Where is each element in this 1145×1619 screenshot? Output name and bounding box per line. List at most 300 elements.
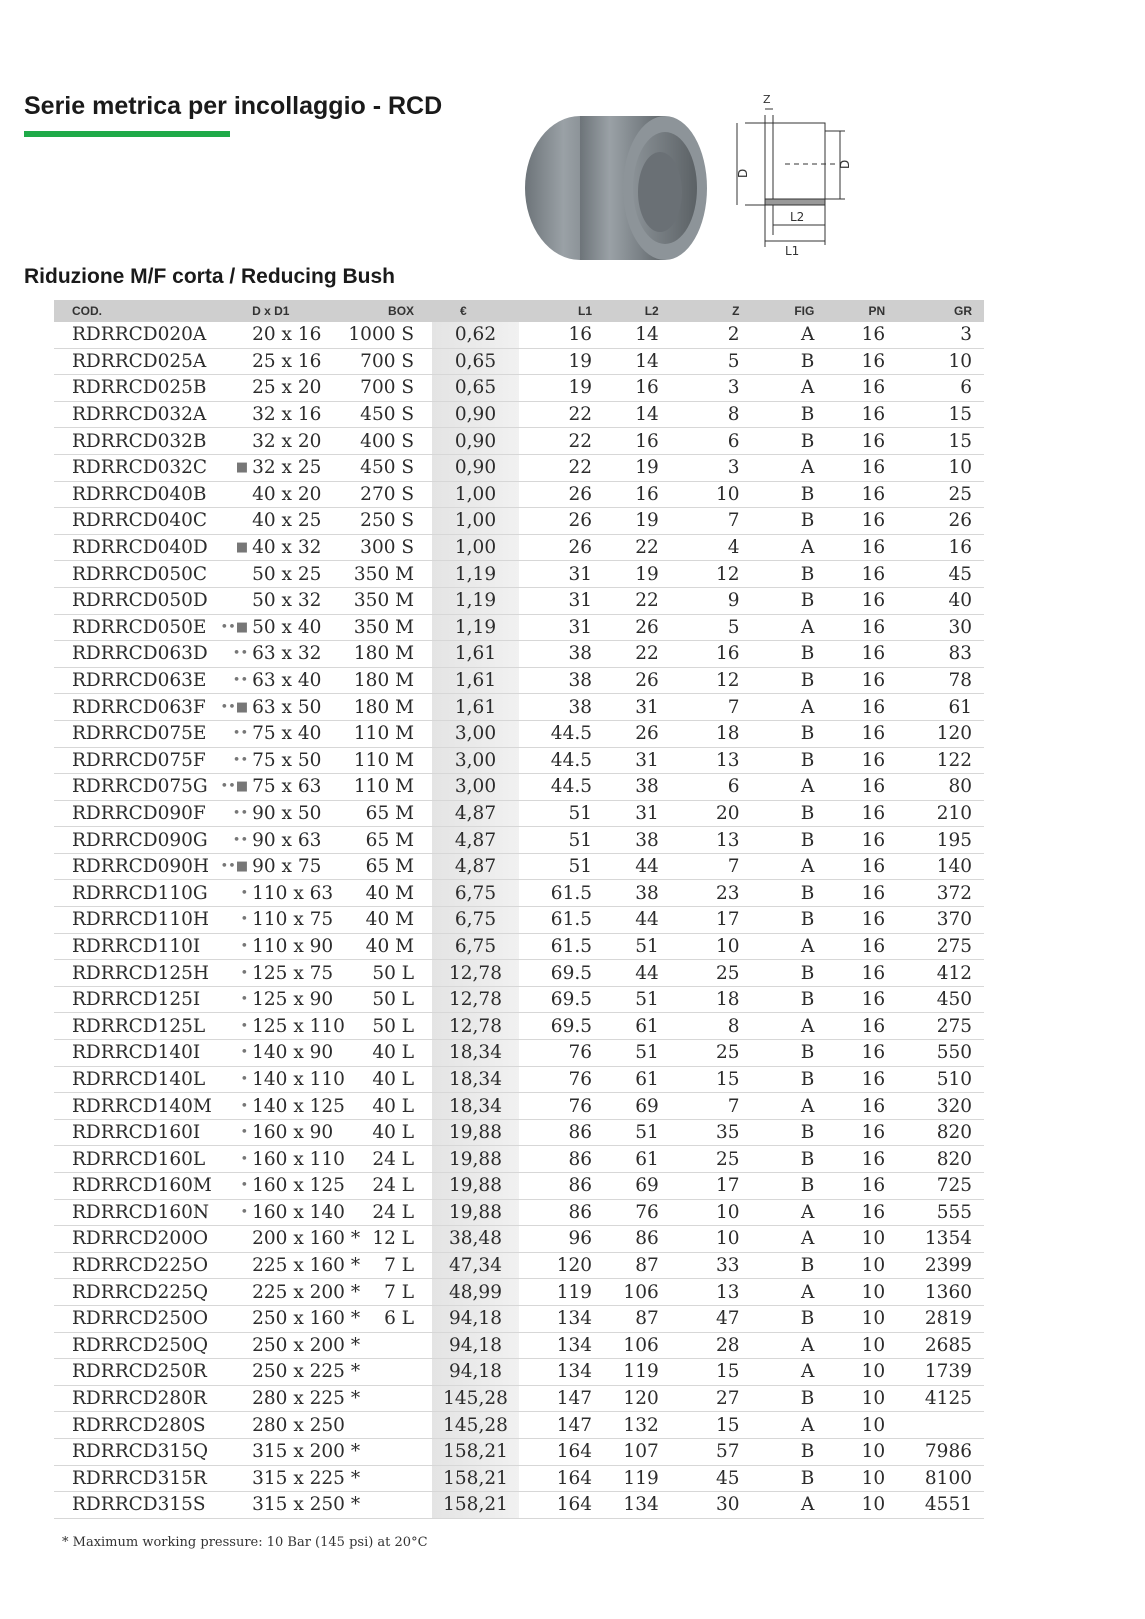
fig-cell: B: [758, 1465, 835, 1492]
l2-cell: 22: [616, 587, 685, 614]
gr-cell: 2819: [913, 1305, 984, 1332]
price-cell: 4,87: [432, 800, 519, 827]
product-code: RDRRCD020A: [54, 322, 206, 348]
box-cell: 40 L: [341, 1040, 432, 1067]
z-cell: 7: [685, 1093, 758, 1120]
gr-cell: 10: [913, 348, 984, 375]
availability-marker: [206, 1492, 253, 1519]
product-code: RDRRCD160I: [54, 1119, 206, 1146]
availability-marker: ••■: [206, 853, 253, 880]
l2-cell: 69: [616, 1173, 685, 1200]
l2-cell: 134: [616, 1492, 685, 1519]
dimension-cell: 315 x 225 *: [252, 1465, 341, 1492]
pn-cell: 16: [834, 322, 913, 348]
dimension-cell: 32 x 20: [252, 428, 341, 455]
table-row: [54, 667, 984, 694]
table-row: [54, 1492, 984, 1519]
l1-cell: 22: [519, 401, 616, 428]
price-cell: 158,21: [432, 1465, 519, 1492]
availability-marker: •: [206, 933, 253, 960]
product-code: RDRRCD050D: [54, 587, 206, 614]
availability-marker: [206, 481, 253, 508]
fig-cell: B: [758, 1119, 835, 1146]
dimension-cell: 63 x 40: [252, 667, 341, 694]
dimension-cell: 20 x 16: [252, 322, 341, 348]
box-cell: 12 L: [341, 1226, 432, 1253]
price-cell: 19,88: [432, 1146, 519, 1173]
box-cell: 40 L: [341, 1093, 432, 1120]
z-cell: 28: [685, 1332, 758, 1359]
z-cell: 16: [685, 641, 758, 668]
l1-cell: 51: [519, 800, 616, 827]
table-row: [54, 1465, 984, 1492]
fig-cell: B: [758, 587, 835, 614]
availability-marker: •: [206, 960, 253, 987]
table-row: [54, 428, 984, 455]
z-cell: 2: [685, 322, 758, 348]
gr-cell: 6: [913, 375, 984, 402]
dimension-cell: 50 x 40: [252, 614, 341, 641]
section-subtitle: Riduzione M/F corta / Reducing Bush: [24, 265, 396, 288]
pn-cell: 16: [834, 986, 913, 1013]
box-cell: 40 M: [341, 907, 432, 934]
gr-cell: 45: [913, 561, 984, 588]
gr-cell: 78: [913, 667, 984, 694]
l2-cell: 31: [616, 747, 685, 774]
l2-cell: 14: [616, 322, 685, 348]
box-cell: 400 S: [341, 428, 432, 455]
dimension-cell: 110 x 63: [252, 880, 341, 907]
availability-marker: [206, 587, 253, 614]
table-row: [54, 907, 984, 934]
box-cell: 180 M: [341, 667, 432, 694]
availability-marker: ■: [206, 534, 253, 561]
l1-cell: 38: [519, 694, 616, 721]
box-cell: 110 M: [341, 720, 432, 747]
dimension-cell: 63 x 50: [252, 694, 341, 721]
z-cell: 8: [685, 401, 758, 428]
box-cell: 50 L: [341, 960, 432, 987]
fig-cell: B: [758, 960, 835, 987]
price-cell: 158,21: [432, 1492, 519, 1519]
title-underline: [24, 131, 230, 137]
l1-cell: 86: [519, 1173, 616, 1200]
z-cell: 7: [685, 508, 758, 535]
box-cell: 450 S: [341, 401, 432, 428]
l1-cell: 134: [519, 1359, 616, 1386]
col-header-z: Z: [685, 300, 758, 322]
pn-cell: 16: [834, 641, 913, 668]
availability-marker: ••■: [206, 614, 253, 641]
l2-cell: 61: [616, 1066, 685, 1093]
table-row: [54, 322, 984, 348]
availability-marker: [206, 1359, 253, 1386]
box-cell: 7 L: [341, 1279, 432, 1306]
l2-cell: 22: [616, 641, 685, 668]
fig-cell: B: [758, 401, 835, 428]
dimension-cell: 125 x 110: [252, 1013, 341, 1040]
l1-cell: 96: [519, 1226, 616, 1253]
gr-cell: 820: [913, 1146, 984, 1173]
page-title: Serie metrica per incollaggio - RCD: [24, 92, 443, 120]
dimension-cell: 40 x 32: [252, 534, 341, 561]
table-row: [54, 774, 984, 801]
gr-cell: 555: [913, 1199, 984, 1226]
availability-marker: [206, 1305, 253, 1332]
price-cell: 1,61: [432, 667, 519, 694]
availability-marker: •: [206, 1173, 253, 1200]
table-row: [54, 800, 984, 827]
pn-cell: 16: [834, 1013, 913, 1040]
l2-cell: 87: [616, 1252, 685, 1279]
product-code: RDRRCD090F: [54, 800, 206, 827]
table-row: [54, 747, 984, 774]
price-cell: 4,87: [432, 827, 519, 854]
l2-cell: 38: [616, 774, 685, 801]
gr-cell: 140: [913, 853, 984, 880]
availability-marker: •: [206, 907, 253, 934]
price-cell: 1,19: [432, 587, 519, 614]
table-row: [54, 960, 984, 987]
fig-cell: B: [758, 348, 835, 375]
gr-cell: 820: [913, 1119, 984, 1146]
gr-cell: 370: [913, 907, 984, 934]
pn-cell: 16: [834, 454, 913, 481]
availability-marker: ••: [206, 667, 253, 694]
z-cell: 27: [685, 1385, 758, 1412]
table-row: [54, 401, 984, 428]
product-code: RDRRCD250O: [54, 1305, 206, 1332]
price-cell: 0,62: [432, 322, 519, 348]
l1-cell: 26: [519, 508, 616, 535]
availability-marker: ■: [206, 454, 253, 481]
l1-cell: 26: [519, 534, 616, 561]
fig-cell: B: [758, 428, 835, 455]
gr-cell: 550: [913, 1040, 984, 1067]
availability-marker: [206, 1226, 253, 1253]
dimension-cell: 140 x 90: [252, 1040, 341, 1067]
l2-cell: 120: [616, 1385, 685, 1412]
z-cell: 35: [685, 1119, 758, 1146]
fig-cell: A: [758, 1332, 835, 1359]
product-code: RDRRCD063E: [54, 667, 206, 694]
z-cell: 10: [685, 481, 758, 508]
price-cell: 1,00: [432, 508, 519, 535]
dimension-cell: 90 x 50: [252, 800, 341, 827]
gr-cell: 275: [913, 933, 984, 960]
gr-cell: 320: [913, 1093, 984, 1120]
table-header-row: [54, 300, 984, 322]
l2-cell: 51: [616, 986, 685, 1013]
price-cell: 0,90: [432, 454, 519, 481]
l2-cell: 14: [616, 348, 685, 375]
dimension-cell: 125 x 75: [252, 960, 341, 987]
dimension-cell: 40 x 25: [252, 508, 341, 535]
pn-cell: 16: [834, 1146, 913, 1173]
dimension-cell: 315 x 250 *: [252, 1492, 341, 1519]
z-cell: 30: [685, 1492, 758, 1519]
price-cell: 38,48: [432, 1226, 519, 1253]
fig-cell: A: [758, 1093, 835, 1120]
product-code: RDRRCD075F: [54, 747, 206, 774]
gr-cell: 80: [913, 774, 984, 801]
box-cell: 24 L: [341, 1199, 432, 1226]
pn-cell: 16: [834, 1119, 913, 1146]
dimension-cell: 250 x 225 *: [252, 1359, 341, 1386]
fig-cell: A: [758, 614, 835, 641]
fig-cell: A: [758, 694, 835, 721]
price-cell: 1,61: [432, 694, 519, 721]
fig-cell: B: [758, 641, 835, 668]
pn-cell: 10: [834, 1438, 913, 1465]
dimension-cell: 160 x 125: [252, 1173, 341, 1200]
fig-cell: B: [758, 1252, 835, 1279]
pn-cell: 16: [834, 694, 913, 721]
fig-cell: B: [758, 800, 835, 827]
l1-cell: 51: [519, 827, 616, 854]
fig-cell: A: [758, 454, 835, 481]
product-code: RDRRCD160L: [54, 1146, 206, 1173]
dimension-cell: 50 x 25: [252, 561, 341, 588]
fig-cell: A: [758, 1492, 835, 1519]
z-cell: 12: [685, 561, 758, 588]
table-body: [54, 322, 984, 1518]
gr-cell: 3: [913, 322, 984, 348]
pn-cell: 16: [834, 774, 913, 801]
availability-marker: •: [206, 1013, 253, 1040]
z-cell: 17: [685, 907, 758, 934]
gr-cell: 16: [913, 534, 984, 561]
availability-marker: ••■: [206, 694, 253, 721]
pn-cell: 16: [834, 667, 913, 694]
l1-cell: 119: [519, 1279, 616, 1306]
col-header-l2: L2: [616, 300, 685, 322]
z-cell: 6: [685, 428, 758, 455]
dimension-cell: 160 x 90: [252, 1119, 341, 1146]
l1-cell: 69.5: [519, 1013, 616, 1040]
fig-cell: B: [758, 667, 835, 694]
availability-marker: •: [206, 1199, 253, 1226]
price-cell: 1,00: [432, 534, 519, 561]
fig-cell: B: [758, 481, 835, 508]
table-row: [54, 1412, 984, 1439]
l2-cell: 26: [616, 667, 685, 694]
l2-cell: 106: [616, 1279, 685, 1306]
z-cell: 9: [685, 587, 758, 614]
box-cell: 50 L: [341, 1013, 432, 1040]
l1-cell: 61.5: [519, 880, 616, 907]
pn-cell: 16: [834, 747, 913, 774]
gr-cell: 15: [913, 428, 984, 455]
l1-cell: 147: [519, 1385, 616, 1412]
pn-cell: 10: [834, 1465, 913, 1492]
fig-cell: A: [758, 1279, 835, 1306]
gr-cell: 7986: [913, 1438, 984, 1465]
l2-cell: 31: [616, 800, 685, 827]
l1-cell: 76: [519, 1093, 616, 1120]
product-code: RDRRCD225Q: [54, 1279, 206, 1306]
box-cell: 250 S: [341, 508, 432, 535]
availability-marker: [206, 508, 253, 535]
col-header-box: BOX: [341, 300, 432, 322]
gr-cell: 15: [913, 401, 984, 428]
z-cell: 3: [685, 454, 758, 481]
box-cell: 700 S: [341, 375, 432, 402]
availability-marker: [206, 1332, 253, 1359]
box-cell: 24 L: [341, 1146, 432, 1173]
availability-marker: ••: [206, 641, 253, 668]
box-cell: 350 M: [341, 561, 432, 588]
reducing-bush-photo: [520, 92, 710, 264]
l2-cell: 26: [616, 614, 685, 641]
l2-cell: 38: [616, 827, 685, 854]
product-code: RDRRCD032C: [54, 454, 206, 481]
product-code: RDRRCD040D: [54, 534, 206, 561]
box-cell: 40 L: [341, 1119, 432, 1146]
z-cell: 15: [685, 1412, 758, 1439]
product-code: RDRRCD280S: [54, 1412, 206, 1439]
l1-cell: 19: [519, 375, 616, 402]
pn-cell: 16: [834, 800, 913, 827]
table-row: [54, 986, 984, 1013]
l2-cell: 16: [616, 481, 685, 508]
l2-cell: 69: [616, 1093, 685, 1120]
pn-cell: 16: [834, 853, 913, 880]
product-code: RDRRCD032A: [54, 401, 206, 428]
pn-cell: 16: [834, 481, 913, 508]
dimension-cell: 32 x 25: [252, 454, 341, 481]
table-row: [54, 1252, 984, 1279]
table-row: [54, 481, 984, 508]
table-row: [54, 853, 984, 880]
l1-cell: 86: [519, 1199, 616, 1226]
gr-cell: 8100: [913, 1465, 984, 1492]
gr-cell: 510: [913, 1066, 984, 1093]
dimension-diagram: [736, 85, 885, 260]
box-cell: 270 S: [341, 481, 432, 508]
l1-cell: 147: [519, 1412, 616, 1439]
fig-cell: A: [758, 322, 835, 348]
fig-cell: A: [758, 1412, 835, 1439]
l1-cell: 61.5: [519, 933, 616, 960]
product-code: RDRRCD025A: [54, 348, 206, 375]
fig-cell: B: [758, 747, 835, 774]
dimension-cell: 250 x 160 *: [252, 1305, 341, 1332]
l2-cell: 44: [616, 907, 685, 934]
footnote: * Maximum working pressure: 10 Bar (145 psi) at 20°C: [62, 1535, 428, 1550]
product-code: RDRRCD110G: [54, 880, 206, 907]
fig-cell: B: [758, 986, 835, 1013]
availability-marker: ••: [206, 827, 253, 854]
l1-cell: 22: [519, 454, 616, 481]
dimension-cell: 125 x 90: [252, 986, 341, 1013]
l1-cell: 38: [519, 641, 616, 668]
l2-cell: 119: [616, 1359, 685, 1386]
z-cell: 25: [685, 960, 758, 987]
col-header-fig: FIG: [758, 300, 835, 322]
z-cell: 7: [685, 694, 758, 721]
fig-cell: B: [758, 1040, 835, 1067]
availability-marker: ••: [206, 800, 253, 827]
box-cell: 6 L: [341, 1305, 432, 1332]
gr-cell: 4551: [913, 1492, 984, 1519]
l1-cell: 38: [519, 667, 616, 694]
pn-cell: 16: [834, 1199, 913, 1226]
l2-cell: 61: [616, 1013, 685, 1040]
product-code: RDRRCD075G: [54, 774, 206, 801]
col-header-price: €: [432, 300, 519, 322]
gr-cell: 25: [913, 481, 984, 508]
l1-cell: 134: [519, 1332, 616, 1359]
l2-cell: 51: [616, 933, 685, 960]
product-code: RDRRCD050C: [54, 561, 206, 588]
z-cell: 8: [685, 1013, 758, 1040]
product-code: RDRRCD250Q: [54, 1332, 206, 1359]
l2-cell: 51: [616, 1040, 685, 1067]
gr-cell: 2399: [913, 1252, 984, 1279]
table-row: [54, 454, 984, 481]
l2-cell: 87: [616, 1305, 685, 1332]
l2-cell: 44: [616, 960, 685, 987]
pn-cell: 10: [834, 1412, 913, 1439]
table-row: [54, 534, 984, 561]
z-cell: 47: [685, 1305, 758, 1332]
l1-cell: 31: [519, 561, 616, 588]
z-cell: 13: [685, 827, 758, 854]
pn-cell: 16: [834, 827, 913, 854]
dimension-cell: 50 x 32: [252, 587, 341, 614]
dimension-cell: 75 x 40: [252, 720, 341, 747]
gr-cell: 1354: [913, 1226, 984, 1253]
pn-cell: 16: [834, 933, 913, 960]
table-row: [54, 1279, 984, 1306]
l1-cell: 26: [519, 481, 616, 508]
table-row: [54, 1093, 984, 1120]
gr-cell: 2685: [913, 1332, 984, 1359]
table-row: [54, 1013, 984, 1040]
l1-cell: 76: [519, 1066, 616, 1093]
fig-cell: A: [758, 1226, 835, 1253]
pn-cell: 10: [834, 1226, 913, 1253]
price-cell: 0,90: [432, 401, 519, 428]
l2-cell: 19: [616, 561, 685, 588]
table-row: [54, 587, 984, 614]
dimension-cell: 280 x 250: [252, 1412, 341, 1439]
l1-cell: 31: [519, 614, 616, 641]
z-cell: 3: [685, 375, 758, 402]
gr-cell: 83: [913, 641, 984, 668]
product-code: RDRRCD160N: [54, 1199, 206, 1226]
pn-cell: 10: [834, 1359, 913, 1386]
l2-cell: 51: [616, 1119, 685, 1146]
fig-cell: B: [758, 508, 835, 535]
product-code: RDRRCD032B: [54, 428, 206, 455]
table-row: [54, 1226, 984, 1253]
box-cell: 65 M: [341, 853, 432, 880]
box-cell: 65 M: [341, 800, 432, 827]
fig-cell: B: [758, 720, 835, 747]
product-code: RDRRCD140M: [54, 1093, 206, 1120]
price-cell: 3,00: [432, 774, 519, 801]
table-row: [54, 1199, 984, 1226]
availability-marker: [206, 322, 253, 348]
l2-cell: 31: [616, 694, 685, 721]
product-code: RDRRCD063F: [54, 694, 206, 721]
z-cell: 23: [685, 880, 758, 907]
dimension-cell: 140 x 125: [252, 1093, 341, 1120]
l2-cell: 44: [616, 853, 685, 880]
table-row: [54, 508, 984, 535]
